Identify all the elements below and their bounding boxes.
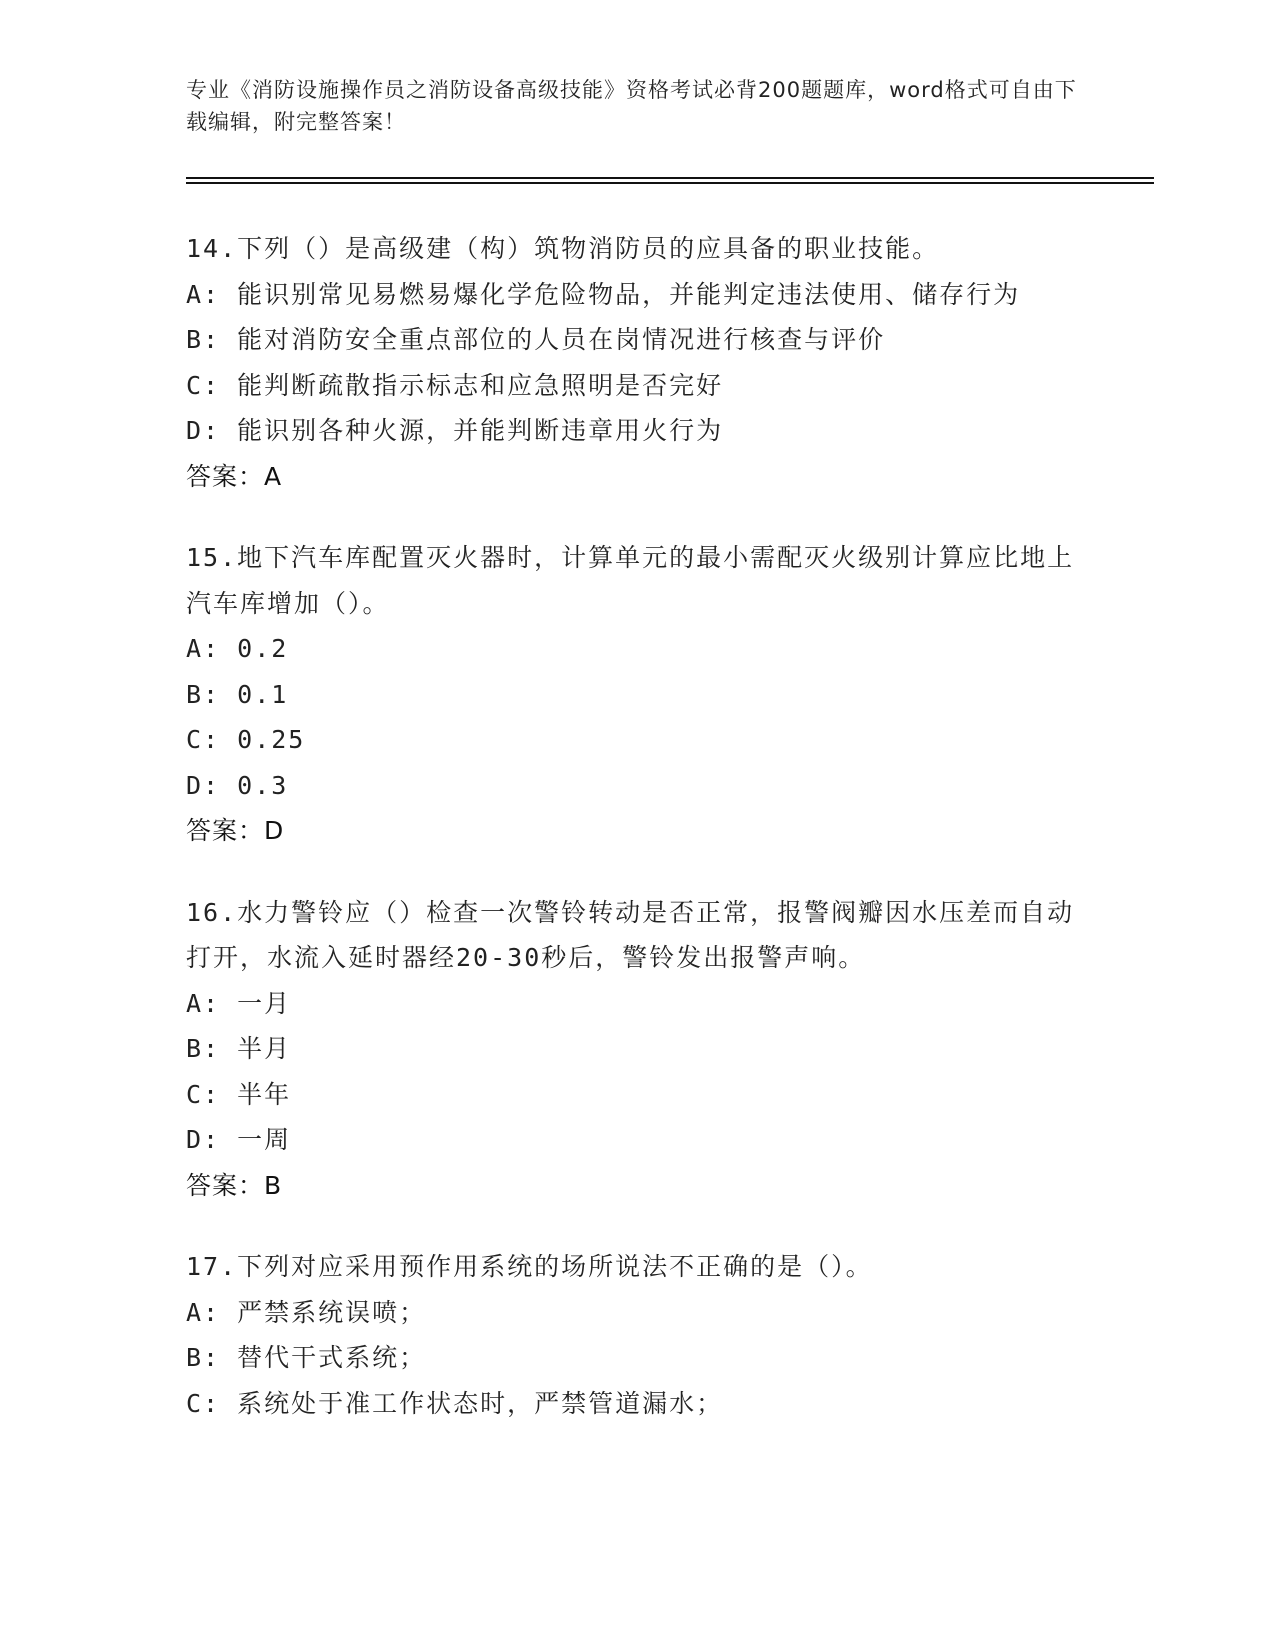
option-a: A: 能识别常见易燃易爆化学危险物品，并能判定违法使用、储存行为 xyxy=(186,279,1021,309)
question-16 xyxy=(186,890,1086,1209)
question-list xyxy=(186,226,1086,1462)
option-c: C: 0.25 xyxy=(186,725,306,754)
option-d: D: 一周 xyxy=(186,1125,292,1154)
question-stem: 16.水力警铃应（）检查一次警铃转动是否正常，报警阀瓣因水压差而自动打开，水流入延时器经20-30秒后，警铃发出报警声响。 xyxy=(186,897,1075,972)
question-14 xyxy=(186,226,1086,499)
answer: 答案：A xyxy=(186,461,283,491)
option-c: C: 能判断疏散指示标志和应急照明是否完好 xyxy=(186,370,724,400)
option-b: B: 0.1 xyxy=(186,679,289,709)
option-b: B: 半月 xyxy=(186,1034,292,1063)
header-divider-bottom xyxy=(186,182,1154,184)
question-stem: 15.地下汽车库配置灭火器时，计算单元的最小需配灭火级别计算应比地上汽车库增加（）。 xyxy=(186,543,1075,618)
option-d: D: 0.3 xyxy=(186,770,289,800)
answer: 答案：B xyxy=(186,1170,283,1200)
answer: 答案：D xyxy=(186,816,285,845)
option-c: C: 半年 xyxy=(186,1079,292,1109)
question-15 xyxy=(186,535,1086,854)
question-stem: 14.下列（）是高级建（构）筑物消防员的应具备的职业技能。 xyxy=(186,234,940,263)
option-d: D: 能识别各种火源，并能判断违章用火行为 xyxy=(186,416,724,445)
option-b: B: 替代干式系统； xyxy=(186,1343,427,1372)
option-b: B: 能对消防安全重点部位的人员在岗情况进行核查与评价 xyxy=(186,325,886,354)
option-c: C: 系统处于准工作状态时，严禁管道漏水； xyxy=(186,1388,724,1418)
document-header: 专业《消防设施操作员之消防设备高级技能》资格考试必背200题题库，word格式可自由下载编辑，附完整答案！ xyxy=(186,78,1077,134)
question-stem: 17.下列对应采用预作用系统的场所说法不正确的是（）。 xyxy=(186,1252,873,1281)
option-a: A: 0.2 xyxy=(186,634,289,663)
question-17 xyxy=(186,1244,1086,1426)
header-divider-top xyxy=(186,177,1154,179)
option-a: A: 严禁系统误喷； xyxy=(186,1297,427,1327)
option-a: A: 一月 xyxy=(186,988,292,1018)
